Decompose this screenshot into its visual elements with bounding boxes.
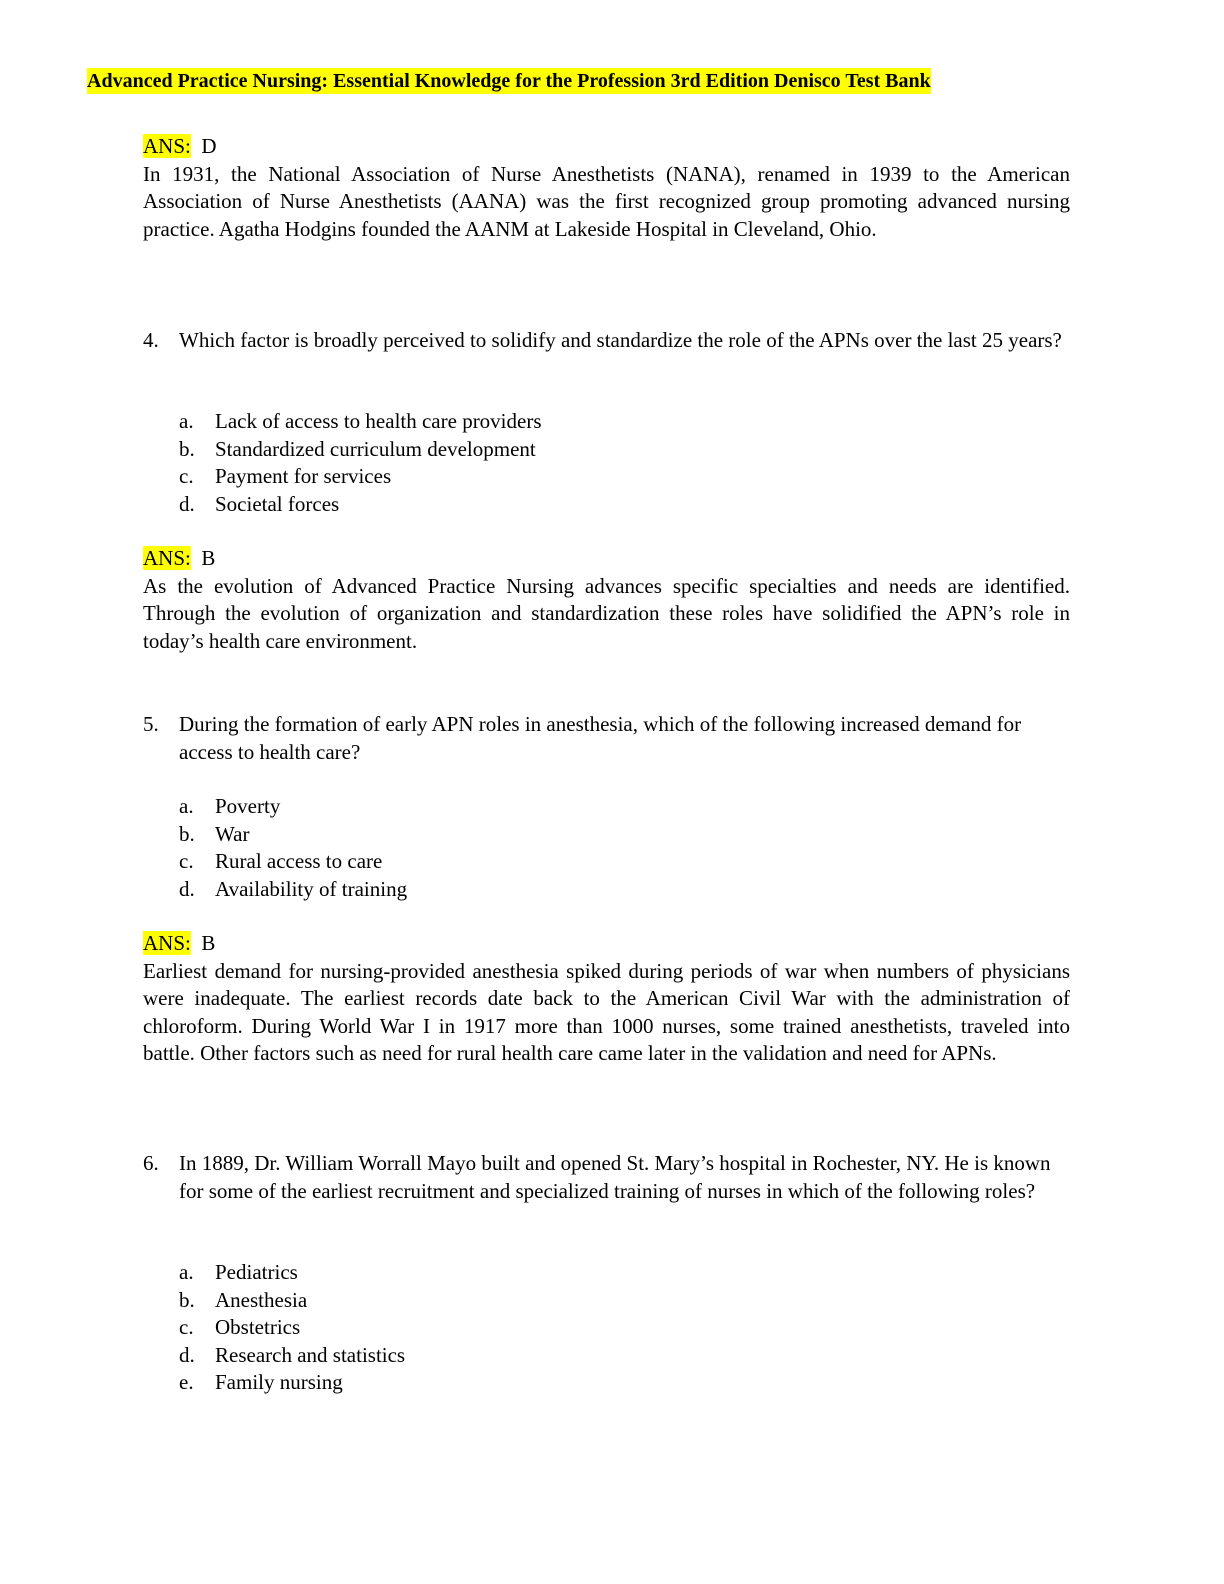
option: d. Research and statistics [179, 1342, 406, 1367]
answer-block [143, 133, 1070, 243]
option: a. Pediatrics [179, 1260, 298, 1284]
options-list [179, 793, 407, 903]
answer-rationale: As the evolution of Advanced Practice Nursing advances specific specialties and needs are identified. Through the evolution of organization and standardization these roles have solidified the APN’s role in today’s health care environment. [143, 573, 1070, 653]
option: b. Anesthesia [179, 1287, 308, 1312]
answer-block [143, 545, 1070, 655]
question-number: 5. [143, 712, 159, 736]
option: e. Family nursing [179, 1370, 343, 1394]
question-text: In 1889, Dr. William Worrall Mayo built and opened St. Mary’s hospital in Rochester, NY. He is known for some of the earliest recruitment and specialized training of nurses in which of the following roles? [179, 1151, 1051, 1203]
options-list [179, 1259, 405, 1397]
options-list [179, 408, 542, 518]
answer-letter: D [201, 134, 217, 158]
answer-letter: B [201, 546, 216, 570]
question-text: During the formation of early APN roles in anesthesia, which of the following increased demand for access to health care? [179, 712, 1022, 764]
option: a. Poverty [179, 794, 281, 818]
question-6 [143, 1150, 1073, 1205]
answer-letter: B [201, 931, 216, 955]
question-text: Which factor is broadly perceived to solidify and standardize the role of the APNs over the last 25 years? [179, 328, 1062, 352]
option: b. War [179, 821, 250, 846]
ans-label: ANS: [143, 931, 191, 955]
question-4 [143, 327, 1073, 355]
ans-label: ANS: [143, 134, 191, 158]
question-number: 6. [143, 1151, 159, 1175]
document-title: Advanced Practice Nursing: Essential Knowledge for the Profession 3rd Edition Denisco Test Bank [87, 70, 931, 92]
answer-rationale: Earliest demand for nursing-provided anesthesia spiked during periods of war when numbers of physicians were inadequate. The earliest records date back to the American Civil War with the administration of chloroform. During World War I in 1917 more than 1000 nurses, some trained anesthetists, traveled into battle. Other factors such as need for rural health care came later in the validation and need for APNs. [143, 958, 1070, 1065]
answer-block [143, 930, 1070, 1068]
option: d. Societal forces [179, 491, 340, 516]
option: b. Standardized curriculum development [179, 436, 536, 461]
question-number: 4. [143, 328, 159, 352]
ans-label: ANS: [143, 546, 191, 570]
option: c. Obstetrics [179, 1315, 301, 1339]
option: c. Payment for services [179, 464, 392, 488]
option: a. Lack of access to health care providers [179, 409, 542, 433]
question-5 [143, 711, 1073, 766]
option: d. Availability of training [179, 876, 408, 901]
answer-rationale: In 1931, the National Association of Nurse Anesthetists (NANA), renamed in 1939 to the American Association of Nurse Anesthetists (AANA) was the first recognized group promoting advanced nursing practice. Agatha Hodgins founded the AANM at Lakeside Hospital in Cleveland, Ohio. [143, 161, 1070, 241]
option: c. Rural access to care [179, 849, 383, 873]
